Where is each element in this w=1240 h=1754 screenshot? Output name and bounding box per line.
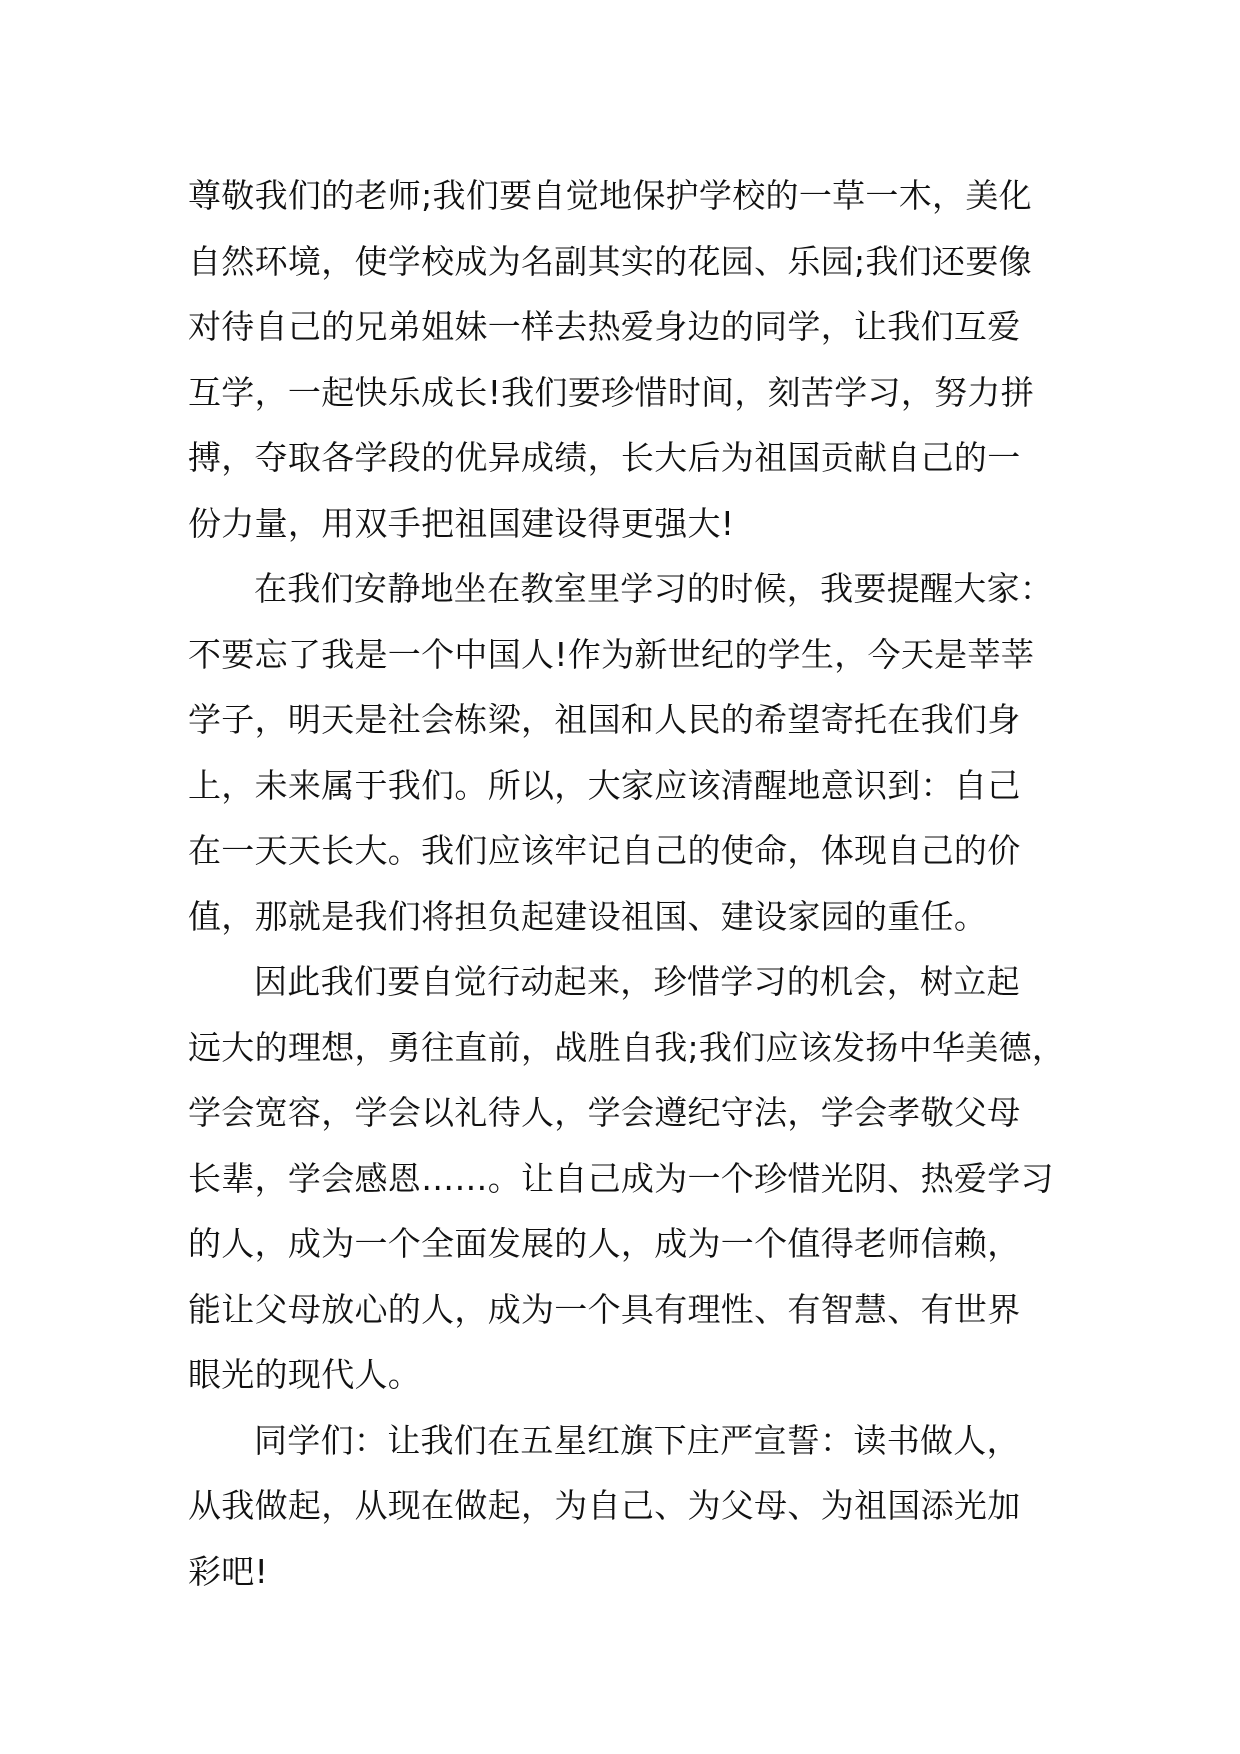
paragraph-4-line-2: 从我做起，从现在做起，为自己、为父母、为祖国添光加 <box>188 1486 1021 1525</box>
paragraph-1-line-2: 自然环境，使学校成为名副其实的花园、乐园;我们还要像 <box>188 241 1032 281</box>
paragraph-2-line-4: 上，未来属于我们。所以，大家应该清醒地意识到：自己 <box>188 765 1021 805</box>
paragraph-3-line-5: 的人，成为一个全面发展的人，成为一个值得老师信赖， <box>188 1224 1021 1263</box>
paragraph-3-line-1: 因此我们要自觉行动起来，珍惜学习的机会，树立起 <box>254 962 1020 1001</box>
paragraph-3-line-3: 学会宽容，学会以礼待人，学会遵纪守法，学会孝敬父母 <box>188 1093 1021 1132</box>
paragraph-1-line-3: 对待自己的兄弟姐妹一样去热爱身边的同学，让我们互爱 <box>188 307 1021 346</box>
paragraph-1-line-1: 尊敬我们的老师;我们要自觉地保护学校的一草一木，美化 <box>188 176 1032 215</box>
paragraph-2-line-1: 在我们安静地坐在教室里学习的时候，我要提醒大家： <box>254 569 1054 608</box>
paragraph-2-line-5: 在一天天长大。我们应该牢记自己的使命，体现自己的价 <box>188 831 1021 870</box>
paragraph-1-line-4: 互学，一起快乐成长!我们要珍惜时间，刻苦学习，努力拼 <box>188 372 1035 412</box>
paragraph-4-line-3: 彩吧! <box>188 1551 269 1591</box>
paragraph-2-line-6: 值，那就是我们将担负起建设祖国、建设家园的重任。 <box>188 896 988 936</box>
paragraph-1-line-6: 份力量，用双手把祖国建设得更强大! <box>188 503 735 543</box>
paragraph-4-line-1: 同学们：让我们在五星红旗下庄严宣誓：读书做人， <box>254 1420 1020 1460</box>
paragraph-2-line-2: 不要忘了我是一个中国人!作为新世纪的学生，今天是莘莘 <box>188 634 1035 674</box>
paragraph-1-line-5: 搏，夺取各学段的优异成绩，长大后为祖国贡献自己的一 <box>188 438 1021 477</box>
paragraph-3-line-2: 远大的理想，勇往直前，战胜自我;我们应该发扬中华美德， <box>188 1027 1066 1067</box>
paragraph-2-line-3: 学子，明天是社会栋梁，祖国和人民的希望寄托在我们身 <box>188 700 1021 739</box>
paragraph-3-line-7: 眼光的现代人。 <box>188 1355 422 1394</box>
paragraph-3-line-6: 能让父母放心的人，成为一个具有理性、有智慧、有世界 <box>188 1289 1021 1329</box>
document-body <box>188 163 1088 1604</box>
paragraph-3-line-4: 长辈，学会感恩……。让自己成为一个珍惜光阴、热爱学习 <box>188 1158 1054 1198</box>
